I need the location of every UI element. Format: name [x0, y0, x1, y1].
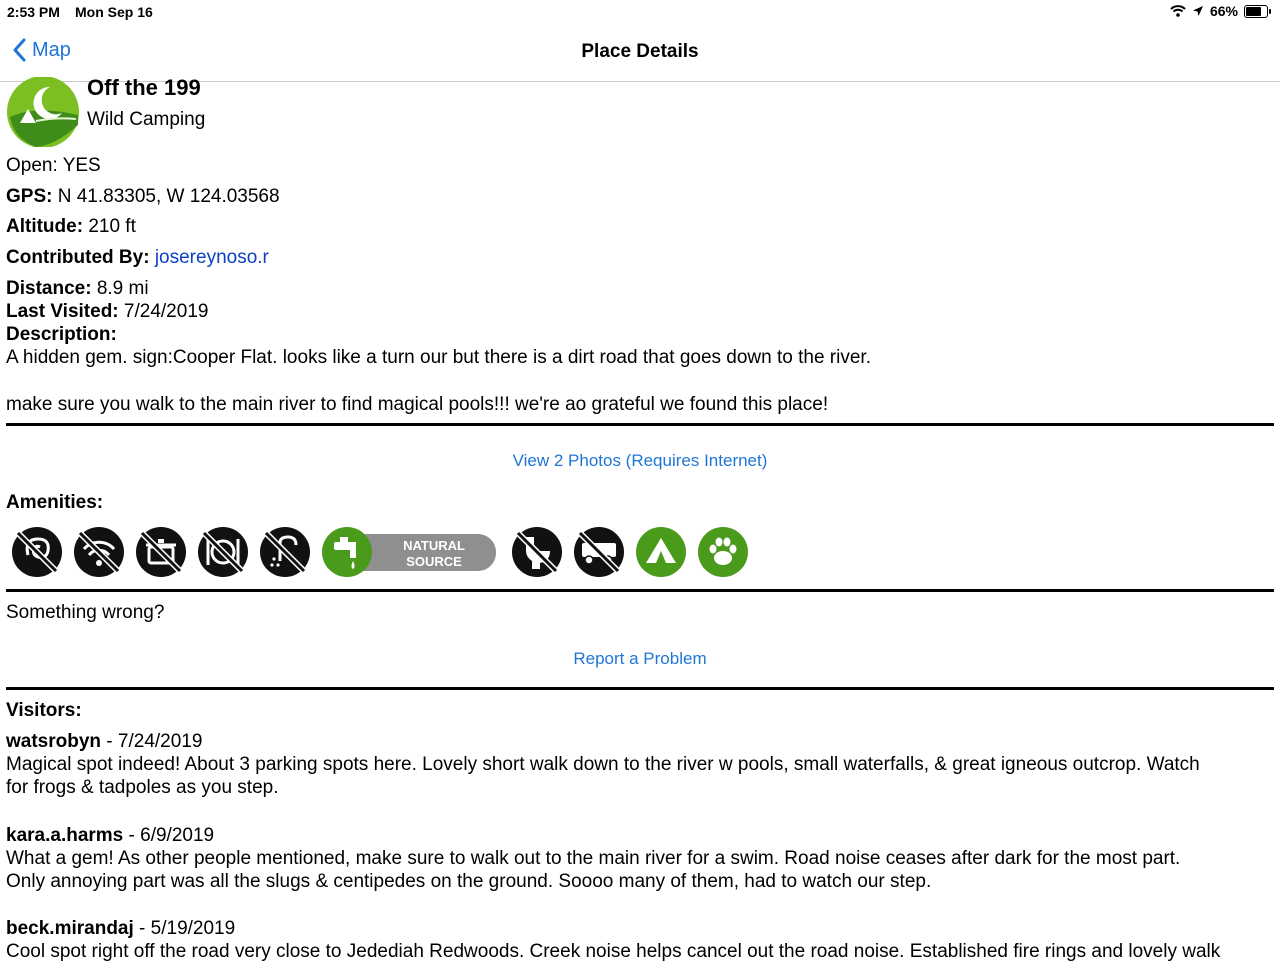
page-title: Place Details — [581, 41, 699, 62]
back-label: Map — [32, 38, 71, 61]
visitor-comment-line: Only annoying part was all the slugs & centipedes on the ground. Soooo many of them, had to watch our step. — [6, 871, 932, 892]
visitor-comment-line: What a gem! As other people mentioned, make sure to walk out to the main river for a swim. Road noise ceases after dark for the most part. — [6, 848, 1181, 869]
wifi-icon — [1170, 5, 1186, 17]
visitor-entry — [6, 917, 1274, 963]
place-type: Wild Camping — [87, 109, 206, 130]
water-badge-line-1: NATURAL — [403, 538, 465, 553]
pet-paw-icon — [696, 525, 750, 579]
visitor-entry — [6, 730, 1274, 799]
visitors-label: Visitors: — [6, 700, 82, 721]
battery-icon — [1244, 5, 1268, 18]
wild-camping-logo-icon — [6, 77, 80, 147]
divider — [6, 423, 1274, 426]
no-toilet-icon — [510, 525, 564, 579]
status-bar — [0, 0, 1280, 24]
visitor-entry — [6, 824, 1274, 893]
water-badge-line-2: SOURCE — [406, 554, 462, 569]
visitor-date: - 7/24/2019 — [101, 731, 203, 752]
last-visited-value: 7/24/2019 — [123, 301, 209, 322]
battery-percent: 66% — [1209, 3, 1238, 19]
view-photos-link[interactable]: View 2 Photos (Requires Internet) — [512, 451, 768, 470]
something-wrong-text: Something wrong? — [6, 602, 165, 623]
visitor-date: - 5/19/2019 — [133, 918, 236, 939]
divider — [6, 687, 1274, 690]
description-line-1: A hidden gem. sign:Cooper Flat. looks like a turn our but there is a dirt road that goes down to the river. — [6, 347, 871, 368]
gps-row — [6, 185, 280, 208]
contributor-link[interactable]: josereynoso.r — [154, 247, 269, 268]
contributed-row — [6, 246, 269, 269]
status-date: Mon Sep 16 — [75, 4, 153, 20]
description-line-2: make sure you walk to the main river to find magical pools!!! we're ao grateful we found this place! — [6, 394, 829, 415]
visitor-name: kara.a.harms — [6, 825, 124, 846]
distance-row — [6, 277, 149, 300]
water-tap-icon — [320, 525, 500, 579]
visitor-comment-line: for frogs & tadpoles as you step. — [6, 777, 279, 798]
visitor-date: - 6/9/2019 — [123, 825, 215, 846]
no-wifi-icon — [72, 525, 126, 579]
altitude-row — [6, 215, 136, 238]
contributed-label: Contributed By: — [6, 247, 150, 268]
gps-value: N 41.83305, W 124.03568 — [57, 186, 280, 207]
amenities-label: Amenities: — [6, 492, 104, 513]
report-problem-link[interactable]: Report a Problem — [573, 649, 707, 668]
location-arrow-icon — [1192, 5, 1204, 17]
altitude-label: Altitude: — [6, 216, 84, 237]
no-electricity-icon — [10, 525, 64, 579]
status-right — [1170, 3, 1268, 19]
no-shower-icon — [258, 525, 312, 579]
divider — [6, 589, 1274, 592]
visitor-name: watsrobyn — [6, 731, 102, 752]
navigation-bar — [0, 24, 1280, 82]
no-kitchen-icon — [134, 525, 188, 579]
distance-value: 8.9 mi — [96, 278, 149, 299]
visitor-comment-line: Magical spot indeed! About 3 parking spots here. Lovely short walk down to the river w pools, small waterfalls, & great igneous outcrop. Watch — [6, 754, 1200, 775]
visitor-comment-line: Cool spot right off the road very close to Jedediah Redwoods. Creek noise helps cancel out the road noise. Established fire rings and lovely walk — [6, 941, 1221, 962]
last-visited-row — [6, 300, 208, 323]
distance-label: Distance: — [6, 278, 92, 299]
no-restaurant-icon — [196, 525, 250, 579]
description-label: Description: — [6, 324, 117, 345]
tent-icon — [634, 525, 688, 579]
gps-label: GPS: — [6, 186, 53, 207]
altitude-value: 210 ft — [88, 216, 136, 237]
visitor-name: beck.mirandaj — [6, 918, 134, 939]
place-name: Off the 199 — [87, 75, 201, 100]
open-status: Open: YES — [6, 155, 101, 176]
status-time: 2:53 PM — [7, 4, 60, 20]
last-visited-label: Last Visited: — [6, 301, 119, 322]
no-rv-dump-icon — [572, 525, 626, 579]
